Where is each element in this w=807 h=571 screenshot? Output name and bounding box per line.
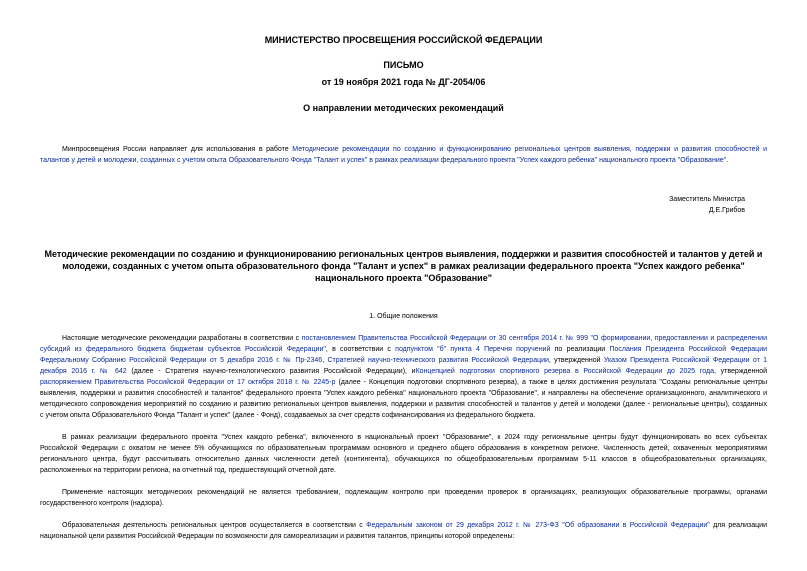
p1-text: Настоящие методические рекомендации разработаны в соответствии с — [62, 335, 302, 342]
p1-text: , в соответствии с — [325, 346, 396, 353]
decree-999-link[interactable]: постановлением Правительства Российской Федерации от 30 сентября 2014 г. № 999 "О формировании, предоставлении и распределении — [301, 335, 767, 342]
recommendations-link-cont[interactable]: талантов у детей и молодежи, созданных с учетом опыта Образовательного Фонда "Талант и успех" в рамках реализации федерального проекта "Успех каждого ребенка" национального проекта "Образование" — [40, 157, 727, 164]
strategy-link[interactable]: Стратегией научно-технического развития Российской Федерации — [327, 357, 549, 364]
decree-642-link-cont[interactable]: декабря 2016 г. № 642 — [40, 368, 127, 375]
president-message-link-cont[interactable]: Федеральному Собранию Российской Федерации от 5 декабря 2016 г. № Пр-2346 — [40, 357, 323, 364]
p1-text: , утвержденной — [548, 357, 604, 364]
recommendations-title-line-1: Методические рекомендации по созданию и функционированию региональных центров выявления, поддержки и развития способностей и талантов у детей и — [44, 249, 763, 259]
p4-line-2: национальной цели развития Российской Федерации по возможности для самореализации и развития талантов, принципы которой определены: — [40, 533, 515, 540]
decree-999-link-cont[interactable]: субсидий из федерального бюджета бюджетам субъектов Российской Федерации" — [40, 346, 326, 353]
intro-end: . — [726, 157, 729, 164]
p4-text: для реализации — [709, 522, 767, 529]
p4-line-1 — [40, 520, 767, 531]
instructions-link[interactable]: подпунктом "б" пункта 4 Перечня поручений — [395, 346, 551, 353]
signature-position: Заместитель Министра — [669, 196, 745, 203]
p4-text: Образовательная деятельность региональных центров осуществляется в соответствии с — [62, 522, 367, 529]
law-273-link[interactable]: Федеральным законом от 29 декабря 2012 г. № 273-ФЗ "Об образовании в Российской Федерации" — [366, 522, 710, 529]
p1-text: (далее - Концепция подготовки спортивного резерва), а также в целях достижения результата "Созданы региональные центры — [335, 379, 767, 386]
p2-line-3: регионального центра, будут рассчитывать относительно данных численности детей (контингента), обучающихся по общеобразовательным программам 5-11 классов в общеобразовательных организациях, — [40, 456, 767, 463]
p1-line-2 — [40, 344, 767, 355]
president-message-link[interactable]: Послания Президента Российской Федерации — [609, 346, 768, 353]
p1-line-8: с учетом опыта Образовательного Фонда "Талант и успех" (далее - Фонд), создаваемых за счет средств софинансирования из федерального бюджета. — [40, 412, 536, 419]
p1-line-7: методического сопровождения мероприятий по созданию и развитию региональных центров выявления, поддержки и развития способностей и талантов у детей и молодежи (далее - региональные центры), созданных — [40, 401, 767, 408]
p2-line-2: Российской Федерации с охватом не менее 5% обучающихся по образовательным программам основного и среднего общего образования в конкретном регионе. Численность детей, охваченных мероприятиями — [40, 445, 767, 452]
section-heading: 1. Общие положения — [369, 313, 438, 320]
p3-line-1: Применение настоящих методических рекомендаций не является требованием, подлежащим контролю при проведении проверок в организациях, реализующих образовательные программы, органами — [62, 489, 767, 496]
doc-subject: О направлении методических рекомендаций — [303, 103, 504, 113]
doc-type: ПИСЬМО — [383, 60, 424, 70]
doc-date-number: от 19 ноября 2021 года № ДГ-2054/06 — [321, 77, 486, 87]
p1-line-6: выявления, поддержки и развития способностей и талантов" федерального проекта "Успех каждого ребенка" национального проекта "Образование", и направлены на обеспечение организационного, аналитического и — [40, 390, 767, 397]
ministry-title: МИНИСТЕРСТВО ПРОСВЕЩЕНИЯ РОССИЙСКОЙ ФЕДЕРАЦИИ — [264, 35, 543, 45]
recommendations-link[interactable]: Методические рекомендации по созданию и функционированию региональных центров выявления, поддержки и развития способностей и — [292, 146, 767, 153]
p1-text: , — [322, 357, 328, 364]
recommendations-title-line-3: национального проекта "Образование" — [315, 273, 492, 283]
p2-line-4: расположенных на территории региона, на отчетный год, предшествующий отчетной дате. — [40, 467, 336, 474]
sport-concept-link[interactable]: Концепцией подготовки спортивного резерва в Российской Федерации до 2025 года — [415, 368, 715, 375]
intro-line-2 — [40, 155, 767, 166]
p1-text: , утвержденной — [714, 368, 768, 375]
intro-line-1 — [40, 144, 767, 155]
p1-text: по реализации — [550, 346, 610, 353]
p1-line-4 — [40, 366, 767, 377]
p2-line-1: В рамках реализации федерального проекта "Успех каждого ребенка", включенного в национальный проект "Образование", к 2024 году региональные центры будут функционировать во всех субъектах — [62, 434, 767, 441]
recommendations-title-line-2: молодежи, созданных с учетом опыта образовательного фонда "Талант и успех" в рамках реализации федерального проекта "Успех каждого ребенка" — [62, 261, 745, 271]
p1-line-5 — [40, 377, 767, 388]
signature-name: Д.Е.Грибов — [708, 207, 745, 214]
p1-line-3 — [40, 355, 767, 366]
intro-text: Минпросвещения России направляет для использования в работе — [62, 146, 293, 153]
p3-line-2: государственного контроля (надзора). — [40, 500, 164, 507]
p1-line-1 — [40, 333, 767, 344]
decree-642-link[interactable]: Указом Президента Российской Федерации от 1 — [603, 357, 768, 364]
order-2245-link[interactable]: распоряжением Правительства Российской Федерации от 17 октября 2018 г. № 2245-р — [40, 379, 336, 386]
p1-text: (далее - Стратегия научно-технологического развития Российской Федерации), и — [126, 368, 416, 375]
